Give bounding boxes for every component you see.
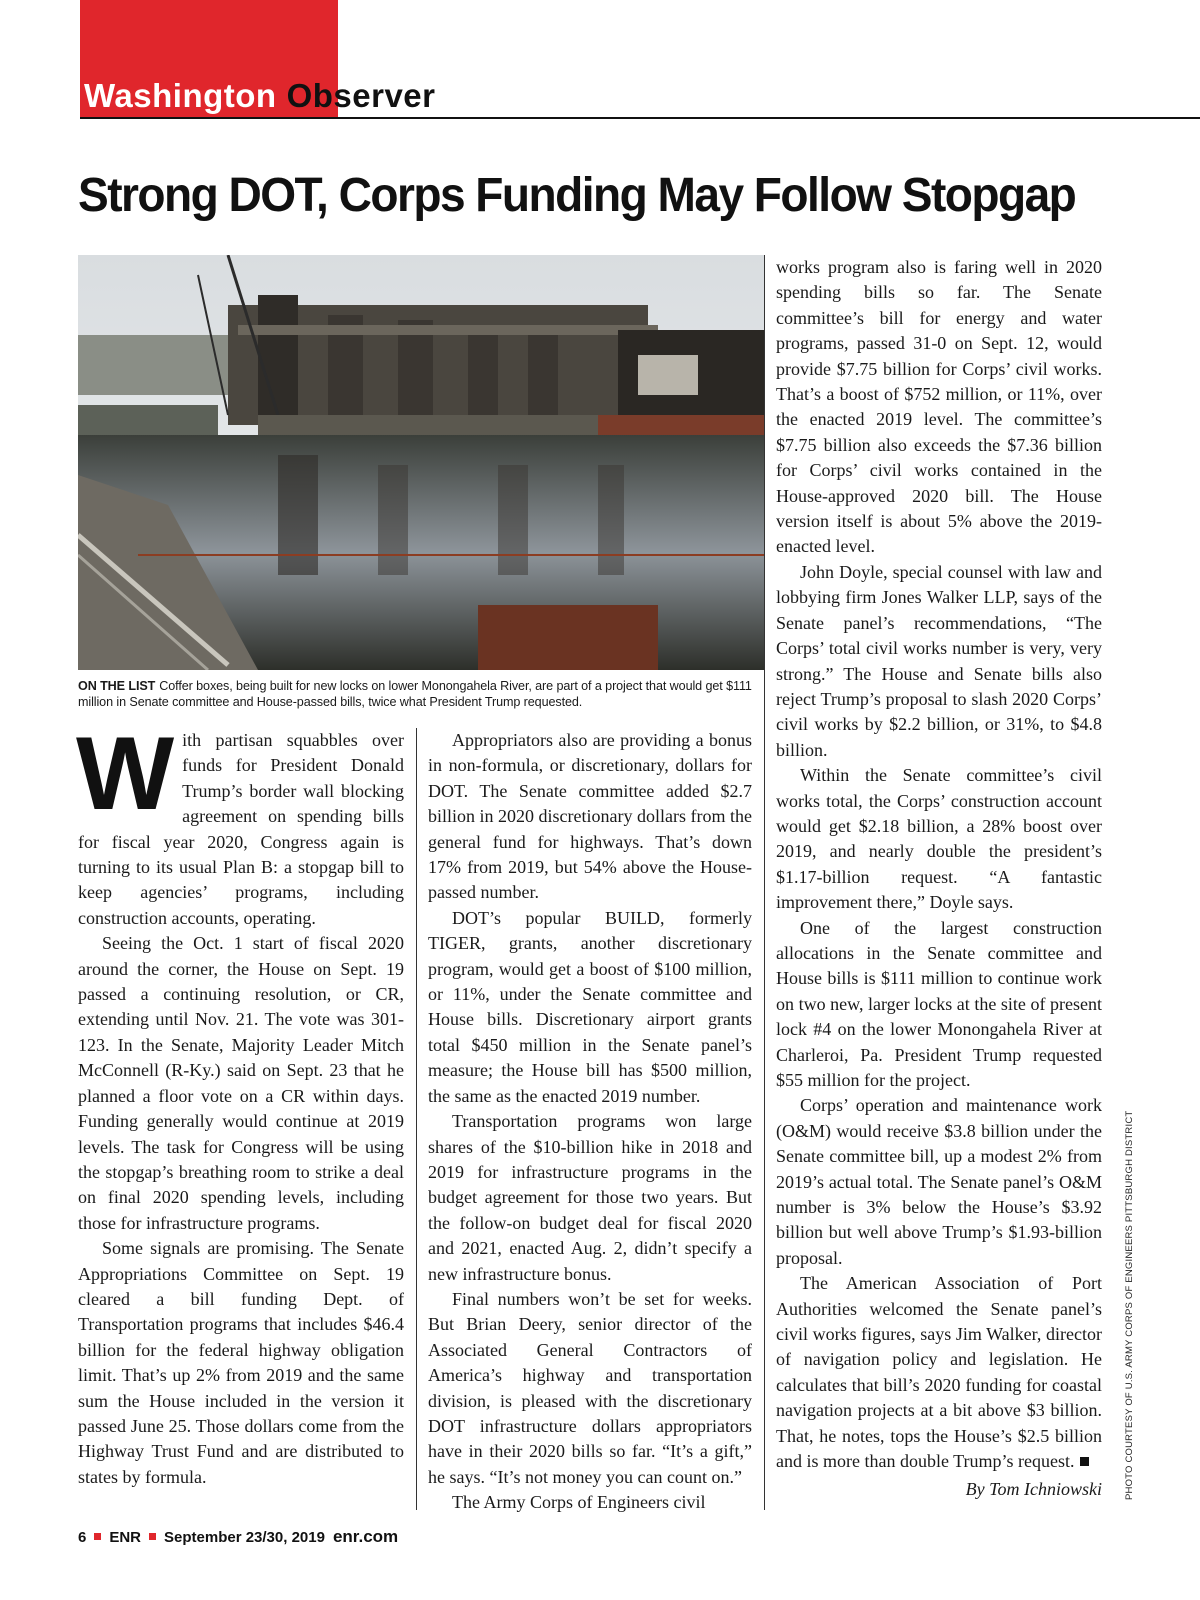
paragraph-1	[76, 716, 404, 931]
paragraph-13	[776, 1271, 1102, 1474]
caption-text: Coffer boxes, being built for new locks on lower Monongahela River, are part of a project that would get $111 million in Senate committee and House-passed bills, twice what President Trump requested.	[78, 679, 752, 709]
column-rule-2	[764, 255, 765, 1510]
article-photo	[78, 255, 764, 670]
drop-cap: W	[76, 716, 175, 832]
publication-name: ENR	[109, 1529, 142, 1546]
page-footer	[78, 1527, 398, 1547]
section-label-observer: Observer	[286, 77, 436, 114]
issue-date: September 23/30, 2019	[164, 1529, 325, 1546]
column-1	[76, 716, 404, 1490]
paragraph-5: DOT’s popular BUILD, formerly TIGER, grants, another discretionary program, would get a boost of $100 million, or 11%, under the Senate committee and House bills. Discretionary airport grants total $450 million in the Senate panel’s measure; the House bill has $500 million, the same as the enacted 2019 number.	[428, 907, 752, 1106]
paragraph-8-start: The Army Corps of Engineers civil	[452, 1492, 706, 1513]
paragraph-13-text: The American Association of Port Authorities welcomed the Senate panel’s civil works figures, says Jim Walker, director of navigation policy and legislation. He calculates that bill’s 2020 funding for coastal navigation projects at a bit above $3 billion. That, he notes, tops the House’s $2.5 billion and is more than double Trump’s request.	[776, 1273, 1102, 1472]
paragraph-9: John Doyle, special counsel with law and lobbying firm Jones Walker LLP, says of the Senate panel’s recommendations, “The Corps’ total civil works number is very, very strong.” The House and Senate bills also reject Trump’s proposal to slash 2020 Corps’ civil works by $2.2 billion, or 31%, to $4.8 billion.	[776, 561, 1102, 760]
paragraph-11: One of the largest construction allocations in the Senate committee and House bills is $111 million to continue work on two new, larger locks at the site of present lock #4 on the lower Monongahela River at Charleroi, Pa. President Trump requested $55 million for the project.	[776, 917, 1102, 1090]
section-title	[84, 76, 436, 116]
paragraph-2: Seeing the Oct. 1 start of fiscal 2020 around the corner, the House on Sept. 19 passed a continuing resolution, or CR, extending until Nov. 21. The vote was 301-123. In the Senate, Majority Leader Mitch McConnell (R-Ky.) said on Sept. 23 that he planned a floor vote on a CR within days. Funding generally would continue at 2019 levels. The task for Congress will be using the stopgap’s breathing room to strike a deal on final 2020 spending levels, including those for infrastructure programs.	[78, 933, 404, 1233]
paragraph-3: Some signals are promising. The Senate Appropriations Committee on Sept. 19 cleared a bill funding Dept. of Transportation programs that includes $46.4 billion for the federal highway obligation limit. That’s up 2% from 2019 and the same sum the House included in the version it passed June 25. Those dollars come from the Highway Trust Fund and are distributed to states by formula.	[78, 1238, 404, 1487]
paragraph-1-text: ith partisan squabbles over funds for President Donald Trump’s border wall blocking agreement on spending bills for fiscal year 2020, Congress again is turning to its usual Plan B: a stopgap bill to keep agencies’ programs, including construction accounts, operating.	[78, 730, 404, 928]
paragraph-8-continued: works program also is faring well in 2020 spending bills so far. The Senate committee’s bill for energy and water programs, passed 31-0 on Sept. 12, would provide $7.75 billion for Corps’ civil works. That’s a boost of $752 million, or 11%, over the enacted 2019 level. The committee’s $7.75 billion also exceeds the $7.36 billion for Corps’ civil works contained in the House-approved 2020 bill. The House version itself is about 5% above the 2019-enacted level.	[776, 257, 1102, 557]
site-url: enr.com	[332, 1527, 399, 1546]
column-2	[428, 728, 752, 1516]
caption-lead: ON THE LIST	[78, 679, 156, 693]
paragraph-12: Corps’ operation and maintenance work (O&M) would receive $3.8 billion under the Senate committee bill, up a modest 2% from 2019’s actual total. The Senate panel’s O&M number is 3% below the House’s $3.92 billion but well above Trump’s $1.93-billion proposal.	[776, 1095, 1102, 1268]
footer-separator	[149, 1533, 156, 1540]
byline: By Tom Ichniowski	[965, 1478, 1102, 1499]
headline: Strong DOT, Corps Funding May Follow Stopgap	[78, 169, 1076, 222]
paragraph-4: Appropriators also are providing a bonus in non-formula, or discretionary, dollars for DOT. The Senate committee added $2.7 billion in 2020 discretionary dollars from the general fund for highways. That’s down 17% from 2019, but 54% above the House-passed number.	[428, 730, 752, 903]
paragraph-6: Transportation programs won large shares of the $10-billion hike in 2018 and 2019 for infrastructure programs in the budget agreement for those two years. But the follow-on budget deal for fiscal 2020 and 2021, enacted Aug. 2, didn’t specify a new infrastructure bonus.	[428, 1111, 752, 1284]
page-number: 6	[78, 1529, 87, 1546]
photo-caption	[78, 678, 768, 710]
section-rule	[80, 117, 1200, 119]
end-mark	[1080, 1457, 1089, 1466]
column-rule-1	[416, 728, 417, 1510]
section-label-washington: Washington	[84, 77, 277, 114]
lock-construction-photo	[78, 255, 764, 670]
paragraph-10: Within the Senate committee’s civil works total, the Corps’ construction account would get $2.18 billion, a 28% boost over 2019, and nearly double the president’s $1.17-billion request. “A fantastic improvement there,” Doyle says.	[776, 765, 1102, 913]
column-3	[776, 255, 1102, 1502]
photo-credit: PHOTO COURTESY OF U.S. ARMY CORPS OF ENGINEERS PITTSBURGH DISTRICT	[1124, 1110, 1135, 1500]
footer-separator	[94, 1533, 101, 1540]
paragraph-7: Final numbers won’t be set for weeks. But Brian Deery, senior director of the Associated General Contractors of America’s highway and transportation division, is pleased with the discretionary DOT infrastructure dollars appropriators have in their 2020 bills so far. “It’s a gift,” he says. “It’s not money you can count on.”	[428, 1288, 752, 1487]
